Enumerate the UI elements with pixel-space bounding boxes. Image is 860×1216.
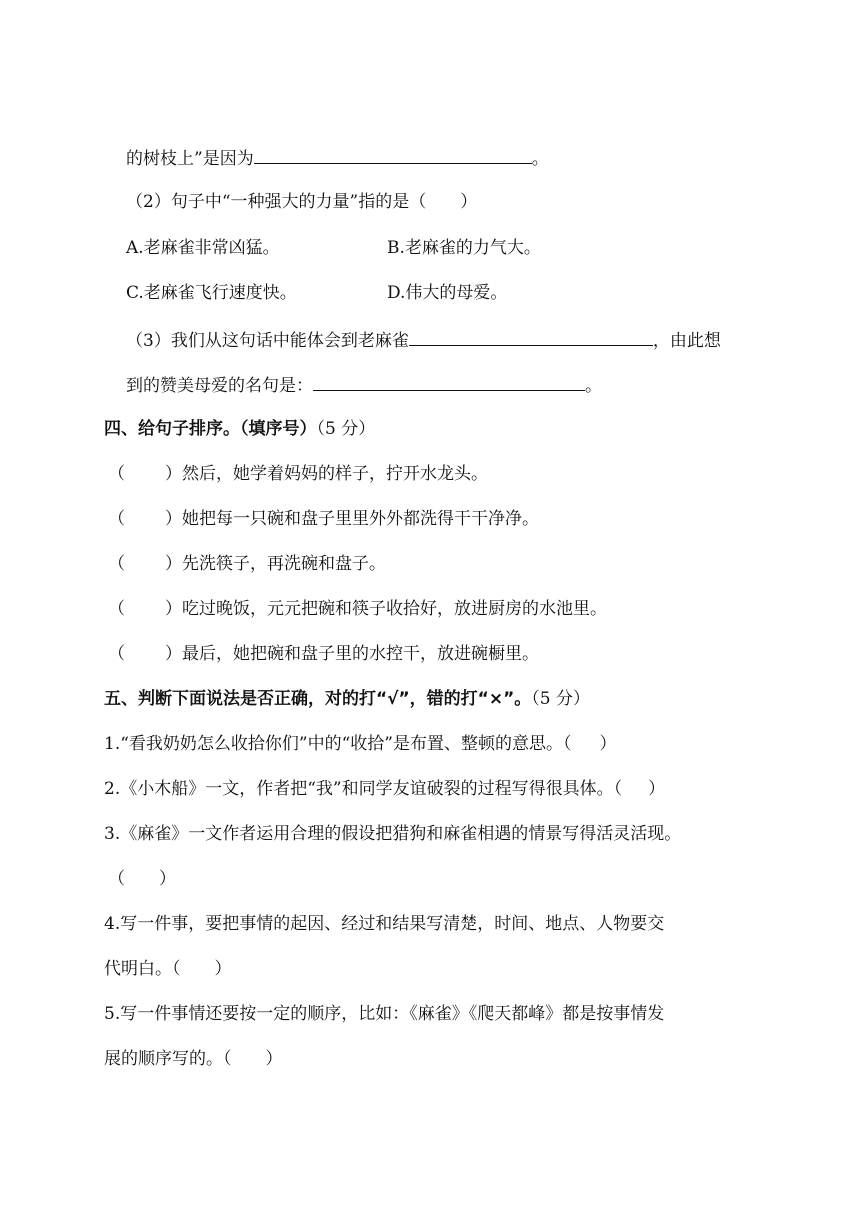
q3-line2-end: 。	[585, 376, 602, 396]
judge-q2-close: ）	[648, 779, 666, 799]
sort-item-4-text: ）吃过晚饭，元元把碗和筷子收拾好，放进厨房的水池里。	[165, 599, 607, 619]
section5-points: （5 分）	[531, 689, 591, 709]
q2-option-b: B.老麻雀的力气大。	[387, 238, 541, 258]
q2-option-c: C.老麻雀飞行速度快。	[126, 283, 297, 303]
sort-item-1	[108, 463, 488, 485]
judge-q3-answer	[108, 868, 176, 890]
sort-item-4	[108, 598, 607, 620]
sort-item-1-text: ）然后，她学着妈妈的样子，拧开水龙头。	[165, 464, 488, 484]
sort-item-2-paren: （	[108, 509, 125, 529]
q3-line2-text: 到的赞美母爱的名句是：	[126, 376, 313, 396]
sort-item-3	[108, 553, 386, 575]
judge-q1-open: （	[562, 734, 572, 754]
q2-stem: （2）句子中“一种强大的力量”指的是（	[126, 192, 427, 212]
judge-q1-close: ）	[599, 734, 617, 754]
q1-tail-text: 的树枝上”是因为	[126, 149, 254, 169]
judge-q1	[104, 733, 616, 755]
judge-q4-line1: 4.写一件事，要把事情的起因、经过和结果写清楚，时间、地点、人物要交	[104, 914, 665, 934]
q3-stem-after: ，由此想	[652, 331, 721, 351]
q1-answer-blank[interactable]	[254, 146, 532, 164]
judge-q2-open: （	[613, 779, 623, 799]
judge-q5-line2-text: 展的顺序写的。	[104, 1049, 223, 1069]
sort-item-3-paren: （	[108, 554, 125, 574]
q3-stem-line	[126, 328, 721, 352]
section4-points: （5 分）	[316, 419, 376, 439]
judge-q4-line2-text: 代明白。	[104, 959, 172, 979]
judge-q5-line2	[104, 1048, 283, 1070]
sort-item-4-paren: （	[108, 599, 125, 619]
judge-q2-text: 2.《小木船》一文，作者把“我”和同学友谊破裂的过程写得很具体。	[104, 779, 614, 799]
judge-q4-line2	[104, 958, 232, 980]
q3-stem: （3）我们从这句话中能体会到老麻雀	[126, 331, 409, 351]
sort-item-3-text: ）先洗筷子，再洗碗和盘子。	[165, 554, 386, 574]
q3-answer-blank-1[interactable]	[409, 328, 653, 346]
judge-q1-text: 1.“看我奶奶怎么收拾你们”中的“收拾”是布置、整顿的意思。	[104, 734, 563, 754]
section5-title-text: 五、判断下面说法是否正确，对的打“√”，错的打“×”。	[104, 689, 532, 709]
q2-option-a: A.老麻雀非常凶猛。	[126, 238, 280, 258]
q2-stem-close: ）	[460, 192, 478, 212]
section5-title	[104, 688, 590, 710]
judge-q5-open: （	[223, 1049, 232, 1069]
q3-line2	[126, 373, 602, 397]
judge-q5-close: ）	[265, 1049, 283, 1069]
sort-item-5	[108, 643, 539, 665]
judge-q2	[104, 778, 665, 800]
sort-item-5-paren: （	[108, 644, 125, 664]
judge-q3-close: ）	[159, 869, 176, 889]
sort-item-1-paren: （	[108, 464, 125, 484]
judge-q5-line1: 5.写一件事情还要按一定的顺序，比如：《麻雀》《爬天都峰》都是按事情发	[104, 1004, 665, 1024]
judge-q3: 3.《麻雀》一文作者运用合理的假设把猎狗和麻雀相遇的情景写得活灵活现。	[104, 824, 682, 844]
judge-q4-open: （	[172, 959, 181, 979]
q1-tail-end: 。	[531, 149, 549, 169]
sort-item-5-text: ）最后，她把碗和盘子里的水控干，放进碗橱里。	[165, 644, 539, 664]
judge-q3-open: （	[108, 869, 125, 889]
section4-title	[104, 418, 375, 440]
q1-tail-line	[126, 146, 549, 170]
sort-item-2	[108, 508, 539, 530]
judge-q4-close: ）	[214, 959, 232, 979]
section4-title-text: 四、给句子排序。（填序号）	[104, 419, 317, 439]
sort-item-2-text: ）她把每一只碗和盘子里里外外都洗得干干净净。	[165, 509, 539, 529]
q3-answer-blank-2[interactable]	[313, 373, 585, 391]
q2-stem-line	[126, 191, 477, 213]
q2-option-d: D.伟大的母爱。	[387, 283, 508, 303]
